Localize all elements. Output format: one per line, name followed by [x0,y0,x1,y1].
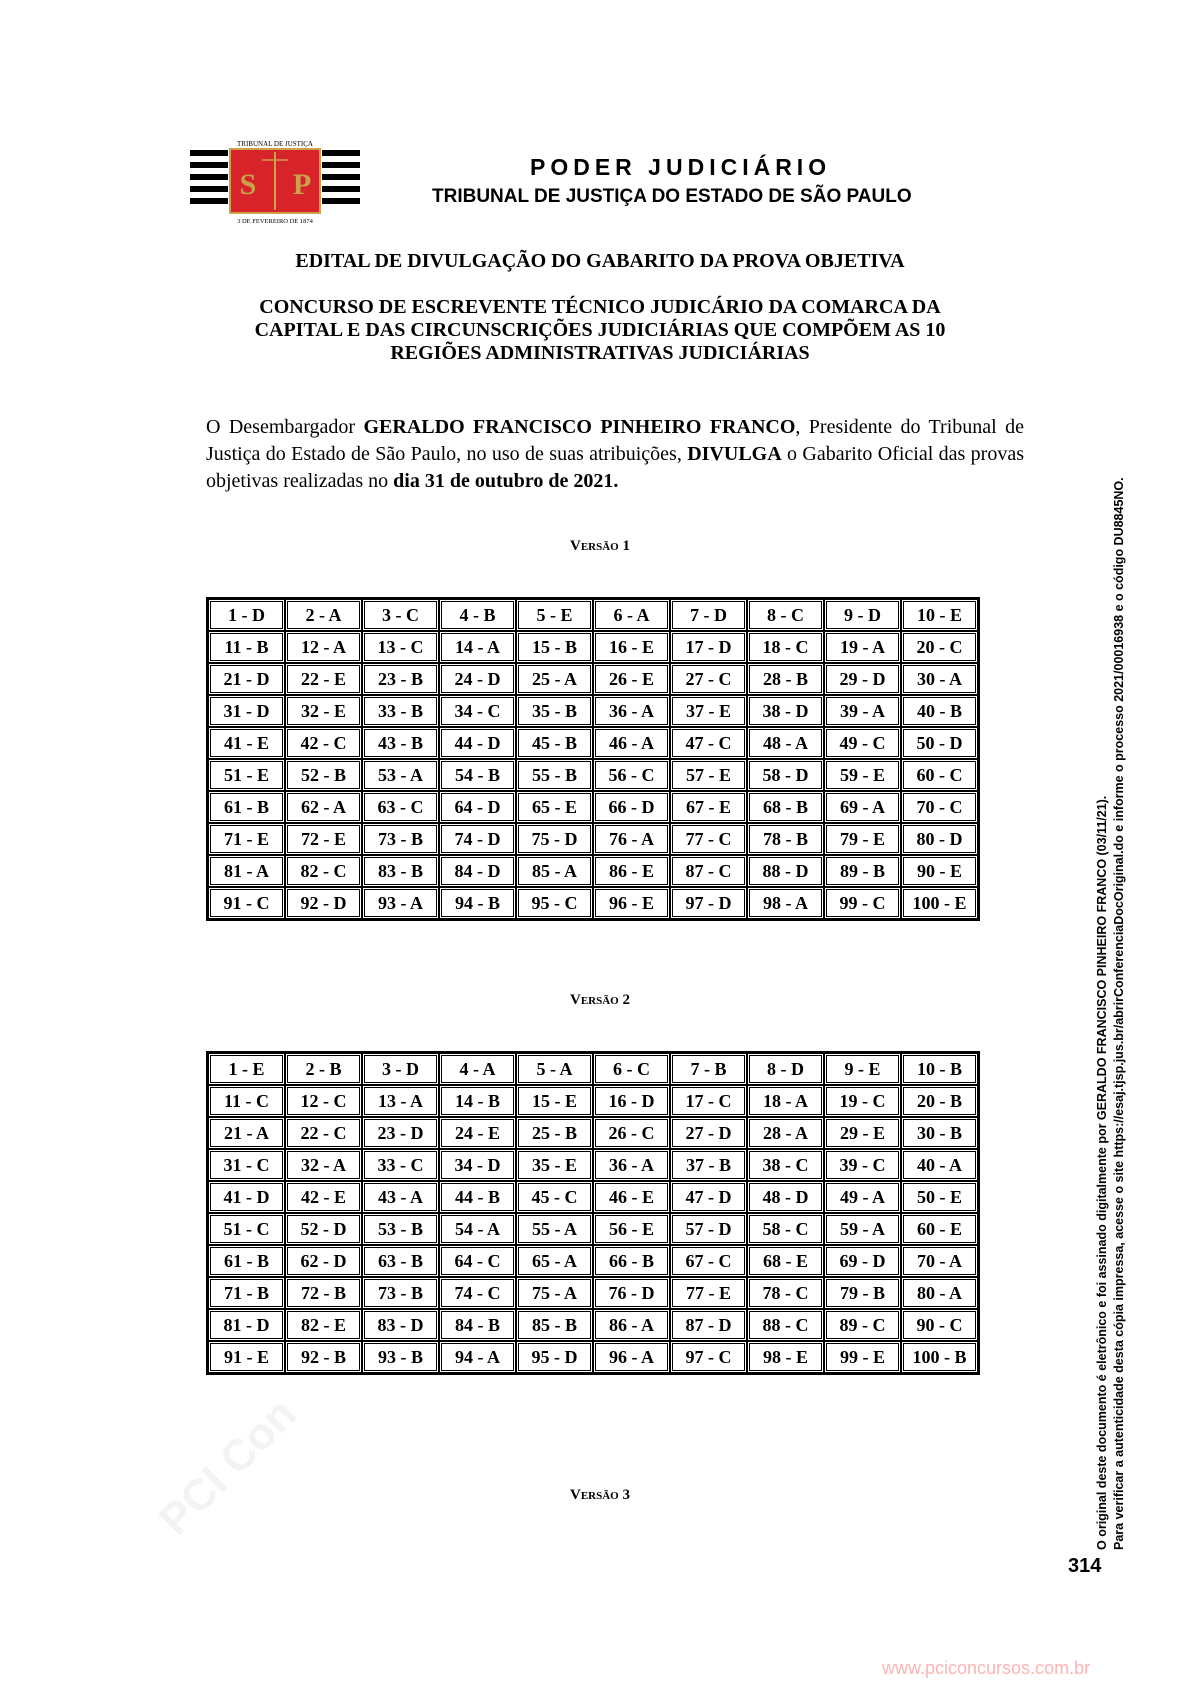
answer-cell: 99 - E [824,1341,901,1373]
answer-cell: 27 - C [670,663,747,695]
answer-row [208,1053,978,1085]
answer-row [208,727,978,759]
answer-cell: 92 - B [285,1341,362,1373]
answer-cell: 61 - B [208,1245,285,1277]
answer-cell: 88 - D [747,855,824,887]
answer-cell: 12 - A [285,631,362,663]
answer-cell: 37 - E [670,695,747,727]
intro-text: , Presidente do Tribunal de Justiça do Estado de São Paulo, no uso de suas atribuições, [206,416,1024,465]
answer-cell: 82 - C [285,855,362,887]
answer-cell: 97 - C [670,1341,747,1373]
answer-cell: 4 - B [439,599,516,631]
answer-cell: 44 - B [439,1181,516,1213]
answer-cell: 51 - E [208,759,285,791]
answer-cell: 45 - B [516,727,593,759]
header-subtitle: TRIBUNAL DE JUSTIÇA DO ESTADO DE SÃO PAULO [432,186,912,207]
answer-cell: 67 - E [670,791,747,823]
answer-cell: 36 - A [593,1149,670,1181]
answer-cell: 1 - E [208,1053,285,1085]
answer-cell: 78 - B [747,823,824,855]
answer-cell: 90 - E [901,855,978,887]
answer-cell: 76 - D [593,1277,670,1309]
answer-cell: 31 - D [208,695,285,727]
answer-cell: 63 - B [362,1245,439,1277]
answer-cell: 47 - D [670,1181,747,1213]
answer-cell: 10 - B [901,1053,978,1085]
answer-row [208,1309,978,1341]
answer-cell: 9 - E [824,1053,901,1085]
answer-cell: 8 - D [747,1053,824,1085]
answer-cell: 3 - D [362,1053,439,1085]
answer-cell: 58 - D [747,759,824,791]
answer-cell: 95 - C [516,887,593,919]
answer-cell: 64 - C [439,1245,516,1277]
answer-cell: 77 - E [670,1277,747,1309]
answer-cell: 55 - B [516,759,593,791]
answer-cell: 4 - A [439,1053,516,1085]
footer-url: www.pciconcursos.com.br [882,1658,1091,1678]
answer-cell: 20 - C [901,631,978,663]
answer-cell: 50 - E [901,1181,978,1213]
answer-cell: 69 - D [824,1245,901,1277]
answer-row [208,1117,978,1149]
answer-cell: 49 - A [824,1181,901,1213]
answer-cell: 33 - B [362,695,439,727]
answer-row [208,823,978,855]
answer-cell: 95 - D [516,1341,593,1373]
answer-row [208,1341,978,1373]
subtitle-line: REGIÕES ADMINISTRATIVAS JUDICIÁRIAS [390,342,810,364]
answer-cell: 7 - D [670,599,747,631]
page-number: 314 [1068,1555,1102,1577]
answer-cell: 48 - A [747,727,824,759]
answer-cell: 57 - D [670,1213,747,1245]
answer-cell: 54 - A [439,1213,516,1245]
answer-cell: 28 - B [747,663,824,695]
answer-cell: 71 - B [208,1277,285,1309]
answer-cell: 79 - E [824,823,901,855]
answer-cell: 83 - D [362,1309,439,1341]
answer-cell: 36 - A [593,695,670,727]
answer-cell: 17 - D [670,631,747,663]
answer-cell: 86 - A [593,1309,670,1341]
answer-row [208,887,978,919]
answer-cell: 98 - A [747,887,824,919]
answer-cell: 81 - A [208,855,285,887]
answer-cell: 61 - B [208,791,285,823]
answer-cell: 46 - A [593,727,670,759]
answer-cell: 14 - A [439,631,516,663]
answer-cell: 21 - A [208,1117,285,1149]
answer-cell: 21 - D [208,663,285,695]
answer-cell: 2 - B [285,1053,362,1085]
logo-letter-s: S [239,168,257,201]
answer-cell: 69 - A [824,791,901,823]
answer-cell: 91 - E [208,1341,285,1373]
answer-cell: 43 - B [362,727,439,759]
answer-cell: 46 - E [593,1181,670,1213]
answer-cell: 27 - D [670,1117,747,1149]
answer-cell: 68 - E [747,1245,824,1277]
answer-cell: 48 - D [747,1181,824,1213]
answer-row [208,631,978,663]
answer-cell: 73 - B [362,1277,439,1309]
answer-cell: 91 - C [208,887,285,919]
answer-cell: 7 - B [670,1053,747,1085]
action-word: DIVULGA [687,443,782,465]
answer-cell: 67 - C [670,1245,747,1277]
answer-cell: 32 - E [285,695,362,727]
answer-cell: 93 - A [362,887,439,919]
answer-cell: 42 - E [285,1181,362,1213]
answer-cell: 80 - D [901,823,978,855]
answer-cell: 80 - A [901,1277,978,1309]
answer-cell: 30 - A [901,663,978,695]
subtitle-line: CAPITAL E DAS CIRCUNSCRIÇÕES JUDICIÁRIAS QUE COMPÕEM AS 10 [254,319,946,341]
answer-row [208,1085,978,1117]
answer-cell: 11 - C [208,1085,285,1117]
answer-cell: 8 - C [747,599,824,631]
answer-cell: 28 - A [747,1117,824,1149]
answer-cell: 16 - D [593,1085,670,1117]
answer-cell: 72 - B [285,1277,362,1309]
answer-cell: 86 - E [593,855,670,887]
president-name: GERALDO FRANCISCO PINHEIRO FRANCO [363,416,796,438]
answer-cell: 34 - C [439,695,516,727]
document-title: EDITAL DE DIVULGAÇÃO DO GABARITO DA PROVA OBJETIVA [295,250,905,272]
answer-cell: 68 - B [747,791,824,823]
answer-cell: 30 - B [901,1117,978,1149]
answer-cell: 56 - E [593,1213,670,1245]
answer-row [208,1213,978,1245]
answer-row [208,1181,978,1213]
answer-cell: 62 - A [285,791,362,823]
answer-cell: 29 - E [824,1117,901,1149]
answer-cell: 37 - B [670,1149,747,1181]
answer-cell: 16 - E [593,631,670,663]
answer-cell: 70 - C [901,791,978,823]
answer-row [208,759,978,791]
answer-cell: 77 - C [670,823,747,855]
answer-cell: 5 - E [516,599,593,631]
answer-cell: 44 - D [439,727,516,759]
answer-cell: 26 - C [593,1117,670,1149]
answer-cell: 23 - B [362,663,439,695]
answer-cell: 96 - A [593,1341,670,1373]
answer-cell: 18 - C [747,631,824,663]
answer-cell: 49 - C [824,727,901,759]
answer-cell: 87 - D [670,1309,747,1341]
answer-cell: 74 - C [439,1277,516,1309]
answer-cell: 6 - C [593,1053,670,1085]
intro-paragraph [206,414,1024,495]
version-1-label: Versão 1 [570,538,630,554]
answer-cell: 51 - C [208,1213,285,1245]
header-title: PODER JUDICIÁRIO [530,154,832,180]
answer-cell: 70 - A [901,1245,978,1277]
answer-row [208,1277,978,1309]
answer-cell: 56 - C [593,759,670,791]
answer-cell: 24 - E [439,1117,516,1149]
answer-cell: 62 - D [285,1245,362,1277]
answer-cell: 53 - B [362,1213,439,1245]
answer-cell: 84 - D [439,855,516,887]
answer-cell: 13 - A [362,1085,439,1117]
answer-cell: 3 - C [362,599,439,631]
answer-cell: 31 - C [208,1149,285,1181]
answer-cell: 94 - B [439,887,516,919]
answer-cell: 32 - A [285,1149,362,1181]
answer-cell: 81 - D [208,1309,285,1341]
answer-cell: 65 - A [516,1245,593,1277]
watermark: PCI Con [150,1389,306,1545]
version-2-label: Versão 2 [570,992,630,1008]
answer-row [208,855,978,887]
answer-cell: 71 - E [208,823,285,855]
answer-cell: 65 - E [516,791,593,823]
exam-date: dia 31 de outubro de 2021. [393,470,619,492]
answer-cell: 59 - A [824,1213,901,1245]
answer-cell: 79 - B [824,1277,901,1309]
answer-cell: 12 - C [285,1085,362,1117]
authenticity-note-line: Para verificar a autenticidade desta cópia impressa, acesse o site https://esaj.tjsp.jus.br/abrirConferenciaDocOriginal.do e informe o processo 2021/00016938 e o código DU8845NO. [1112,477,1126,1550]
intro-text: o Gabarito Oficial das provas objetivas realizadas no [206,443,1024,492]
answer-cell: 60 - E [901,1213,978,1245]
answer-cell: 15 - E [516,1085,593,1117]
answer-cell: 17 - C [670,1085,747,1117]
answer-key-table-version-2 [206,1051,980,1375]
answer-cell: 92 - D [285,887,362,919]
answer-cell: 90 - C [901,1309,978,1341]
answer-cell: 29 - D [824,663,901,695]
tjsp-logo [190,138,360,226]
answer-cell: 42 - C [285,727,362,759]
answer-cell: 20 - B [901,1085,978,1117]
answer-cell: 6 - A [593,599,670,631]
answer-cell: 97 - D [670,887,747,919]
answer-row [208,599,978,631]
answer-cell: 19 - C [824,1085,901,1117]
answer-row [208,695,978,727]
answer-cell: 35 - B [516,695,593,727]
intro-text: O Desembargador [206,416,364,438]
answer-cell: 50 - D [901,727,978,759]
version-3-label: Versão 3 [570,1487,630,1503]
answer-cell: 73 - B [362,823,439,855]
answer-cell: 23 - D [362,1117,439,1149]
answer-cell: 85 - A [516,855,593,887]
answer-row [208,1245,978,1277]
answer-cell: 26 - E [593,663,670,695]
answer-cell: 39 - A [824,695,901,727]
authenticity-note [1094,250,1128,1550]
answer-cell: 94 - A [439,1341,516,1373]
authenticity-note-line: O original deste documento é eletrônico e foi assinado digitalmente por GERALDO FRANCISCO PINHEIRO FRANCO (03/11/21). [1095,795,1109,1550]
answer-cell: 11 - B [208,631,285,663]
answer-cell: 85 - B [516,1309,593,1341]
answer-cell: 1 - D [208,599,285,631]
answer-cell: 52 - B [285,759,362,791]
answer-cell: 89 - C [824,1309,901,1341]
answer-cell: 78 - C [747,1277,824,1309]
answer-cell: 72 - E [285,823,362,855]
answer-cell: 84 - B [439,1309,516,1341]
answer-cell: 40 - A [901,1149,978,1181]
logo-top-text: TRIBUNAL DE JUSTIÇA [237,140,313,148]
answer-row [208,1149,978,1181]
answer-cell: 39 - C [824,1149,901,1181]
answer-cell: 64 - D [439,791,516,823]
answer-cell: 75 - A [516,1277,593,1309]
answer-cell: 74 - D [439,823,516,855]
answer-cell: 53 - A [362,759,439,791]
answer-cell: 83 - B [362,855,439,887]
answer-cell: 40 - B [901,695,978,727]
answer-cell: 41 - D [208,1181,285,1213]
answer-cell: 43 - A [362,1181,439,1213]
answer-cell: 59 - E [824,759,901,791]
answer-cell: 22 - C [285,1117,362,1149]
answer-cell: 88 - C [747,1309,824,1341]
answer-cell: 98 - E [747,1341,824,1373]
answer-cell: 41 - E [208,727,285,759]
answer-cell: 18 - A [747,1085,824,1117]
answer-row [208,791,978,823]
answer-cell: 25 - A [516,663,593,695]
answer-cell: 10 - E [901,599,978,631]
answer-cell: 52 - D [285,1213,362,1245]
answer-cell: 89 - B [824,855,901,887]
answer-cell: 13 - C [362,631,439,663]
answer-cell: 82 - E [285,1309,362,1341]
answer-cell: 66 - D [593,791,670,823]
answer-cell: 58 - C [747,1213,824,1245]
answer-cell: 15 - B [516,631,593,663]
answer-cell: 35 - E [516,1149,593,1181]
document-subtitle [200,296,1000,365]
answer-key-table-version-1 [206,597,980,921]
answer-cell: 60 - C [901,759,978,791]
answer-cell: 14 - B [439,1085,516,1117]
answer-cell: 25 - B [516,1117,593,1149]
answer-cell: 24 - D [439,663,516,695]
answer-cell: 66 - B [593,1245,670,1277]
answer-cell: 76 - A [593,823,670,855]
answer-cell: 34 - D [439,1149,516,1181]
answer-cell: 99 - C [824,887,901,919]
answer-cell: 22 - E [285,663,362,695]
answer-cell: 33 - C [362,1149,439,1181]
answer-cell: 38 - D [747,695,824,727]
answer-cell: 100 - E [901,887,978,919]
answer-cell: 96 - E [593,887,670,919]
answer-cell: 38 - C [747,1149,824,1181]
answer-row [208,663,978,695]
answer-cell: 87 - C [670,855,747,887]
answer-cell: 5 - A [516,1053,593,1085]
logo-letter-p: P [292,168,312,201]
logo-bottom-text: 3 DE FEVEREIRO DE 1874 [237,218,313,225]
answer-cell: 45 - C [516,1181,593,1213]
answer-cell: 100 - B [901,1341,978,1373]
subtitle-line: CONCURSO DE ESCREVENTE TÉCNICO JUDICÁRIO DA COMARCA DA [259,296,941,318]
answer-cell: 2 - A [285,599,362,631]
answer-cell: 75 - D [516,823,593,855]
answer-cell: 93 - B [362,1341,439,1373]
answer-cell: 54 - B [439,759,516,791]
answer-cell: 47 - C [670,727,747,759]
answer-cell: 9 - D [824,599,901,631]
answer-cell: 57 - E [670,759,747,791]
answer-cell: 19 - A [824,631,901,663]
answer-cell: 63 - C [362,791,439,823]
answer-cell: 55 - A [516,1213,593,1245]
